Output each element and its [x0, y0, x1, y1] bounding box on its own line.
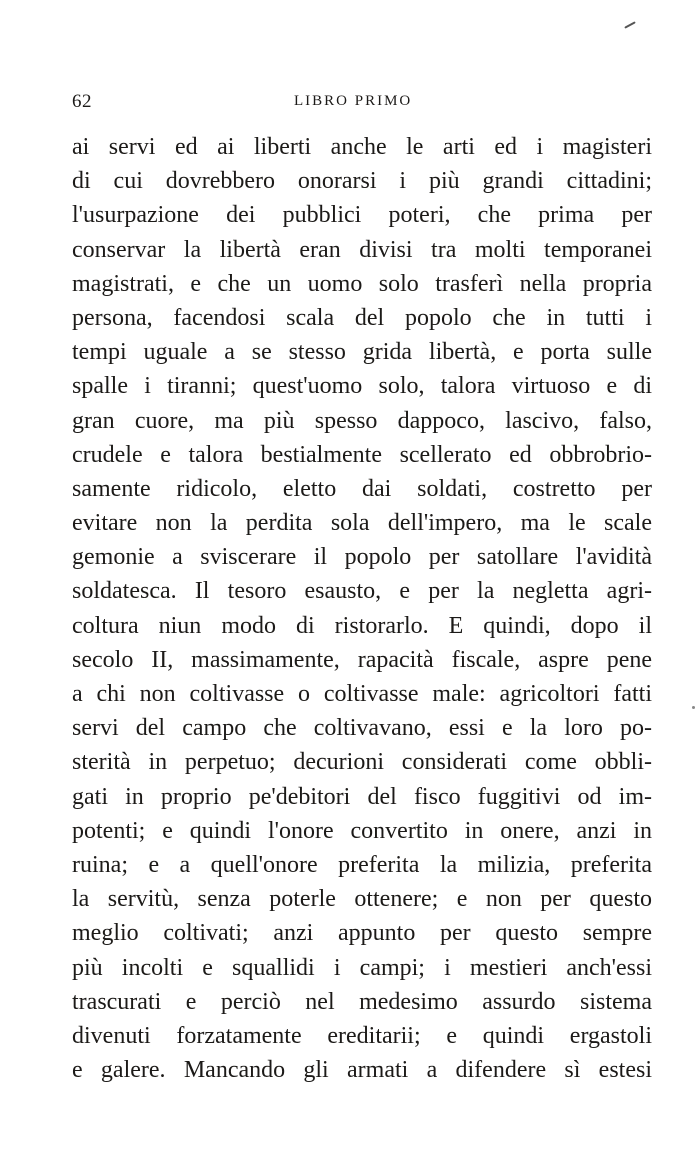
text-line: evitare non la perdita sola dell'impero, ma le scale: [72, 510, 652, 537]
text-line: servi del campo che coltivavano, essi e la loro po-: [72, 715, 652, 742]
text-line: spalle i tiranni; quest'uomo solo, talora virtuoso e di: [72, 373, 652, 400]
body-text: [72, 130, 652, 1087]
running-head: LIBRO PRIMO: [294, 93, 413, 109]
print-speck: [624, 21, 636, 28]
page-edge-mark: [692, 706, 695, 709]
text-line: meglio coltivati; anzi appunto per questo sempre: [72, 920, 652, 947]
text-line: coltura niun modo di ristorarlo. E quindi, dopo il: [72, 612, 652, 639]
text-line: divenuti forzatamente ereditarii; e quindi ergastoli: [72, 1022, 652, 1049]
text-line: la servitù, senza poterle ottenere; e non per questo: [72, 886, 652, 913]
text-line: magistrati, e che un uomo solo trasferì nella propria: [72, 270, 652, 297]
text-line: persona, facendosi scala del popolo che in tutti i: [72, 304, 652, 331]
text-line: trascurati e perciò nel medesimo assurdo sistema: [72, 988, 652, 1015]
text-line: gati in proprio pe'debitori del fisco fuggitivi od im-: [72, 783, 652, 810]
text-line: conservar la libertà eran divisi tra molti temporanei: [72, 236, 652, 263]
text-line: di cui dovrebbero onorarsi i più grandi cittadini;: [72, 168, 652, 195]
text-line: l'usurpazione dei pubblici poteri, che prima per: [72, 202, 652, 229]
text-line: più incolti e squallidi i campi; i mestieri anch'essi: [72, 954, 652, 981]
page-header: [72, 91, 652, 115]
text-line: samente ridicolo, eletto dai soldati, costretto per: [72, 475, 652, 502]
text-line: a chi non coltivasse o coltivasse male: agricoltori fatti: [72, 681, 652, 707]
text-line: ruina; e a quell'onore preferita la milizia, preferita: [72, 851, 652, 878]
text-line: gran cuore, ma più spesso dappoco, lascivo, falso,: [72, 407, 652, 434]
text-line: tempi uguale a se stesso grida libertà, e porta sulle: [72, 339, 652, 366]
text-line: gemonie a sviscerare il popolo per satollare l'avidità: [72, 544, 652, 571]
text-line: secolo II, massimamente, rapacità fiscale, aspre pene: [72, 646, 652, 673]
text-line: potenti; e quindi l'onore convertito in onere, anzi in: [72, 817, 652, 844]
text-line: crudele e talora bestialmente scellerato ed obbrobrio-: [72, 441, 652, 468]
text-line: ai servi ed ai liberti anche le arti ed i magisteri: [72, 134, 652, 160]
text-line: soldatesca. Il tesoro esausto, e per la negletta agri-: [72, 578, 652, 605]
text-line: sterità in perpetuo; decurioni considerati come obbli-: [72, 749, 652, 776]
text-line: e galere. Mancando gli armati a difendere sì estesi: [72, 1057, 652, 1084]
page-number: 62: [72, 91, 92, 112]
